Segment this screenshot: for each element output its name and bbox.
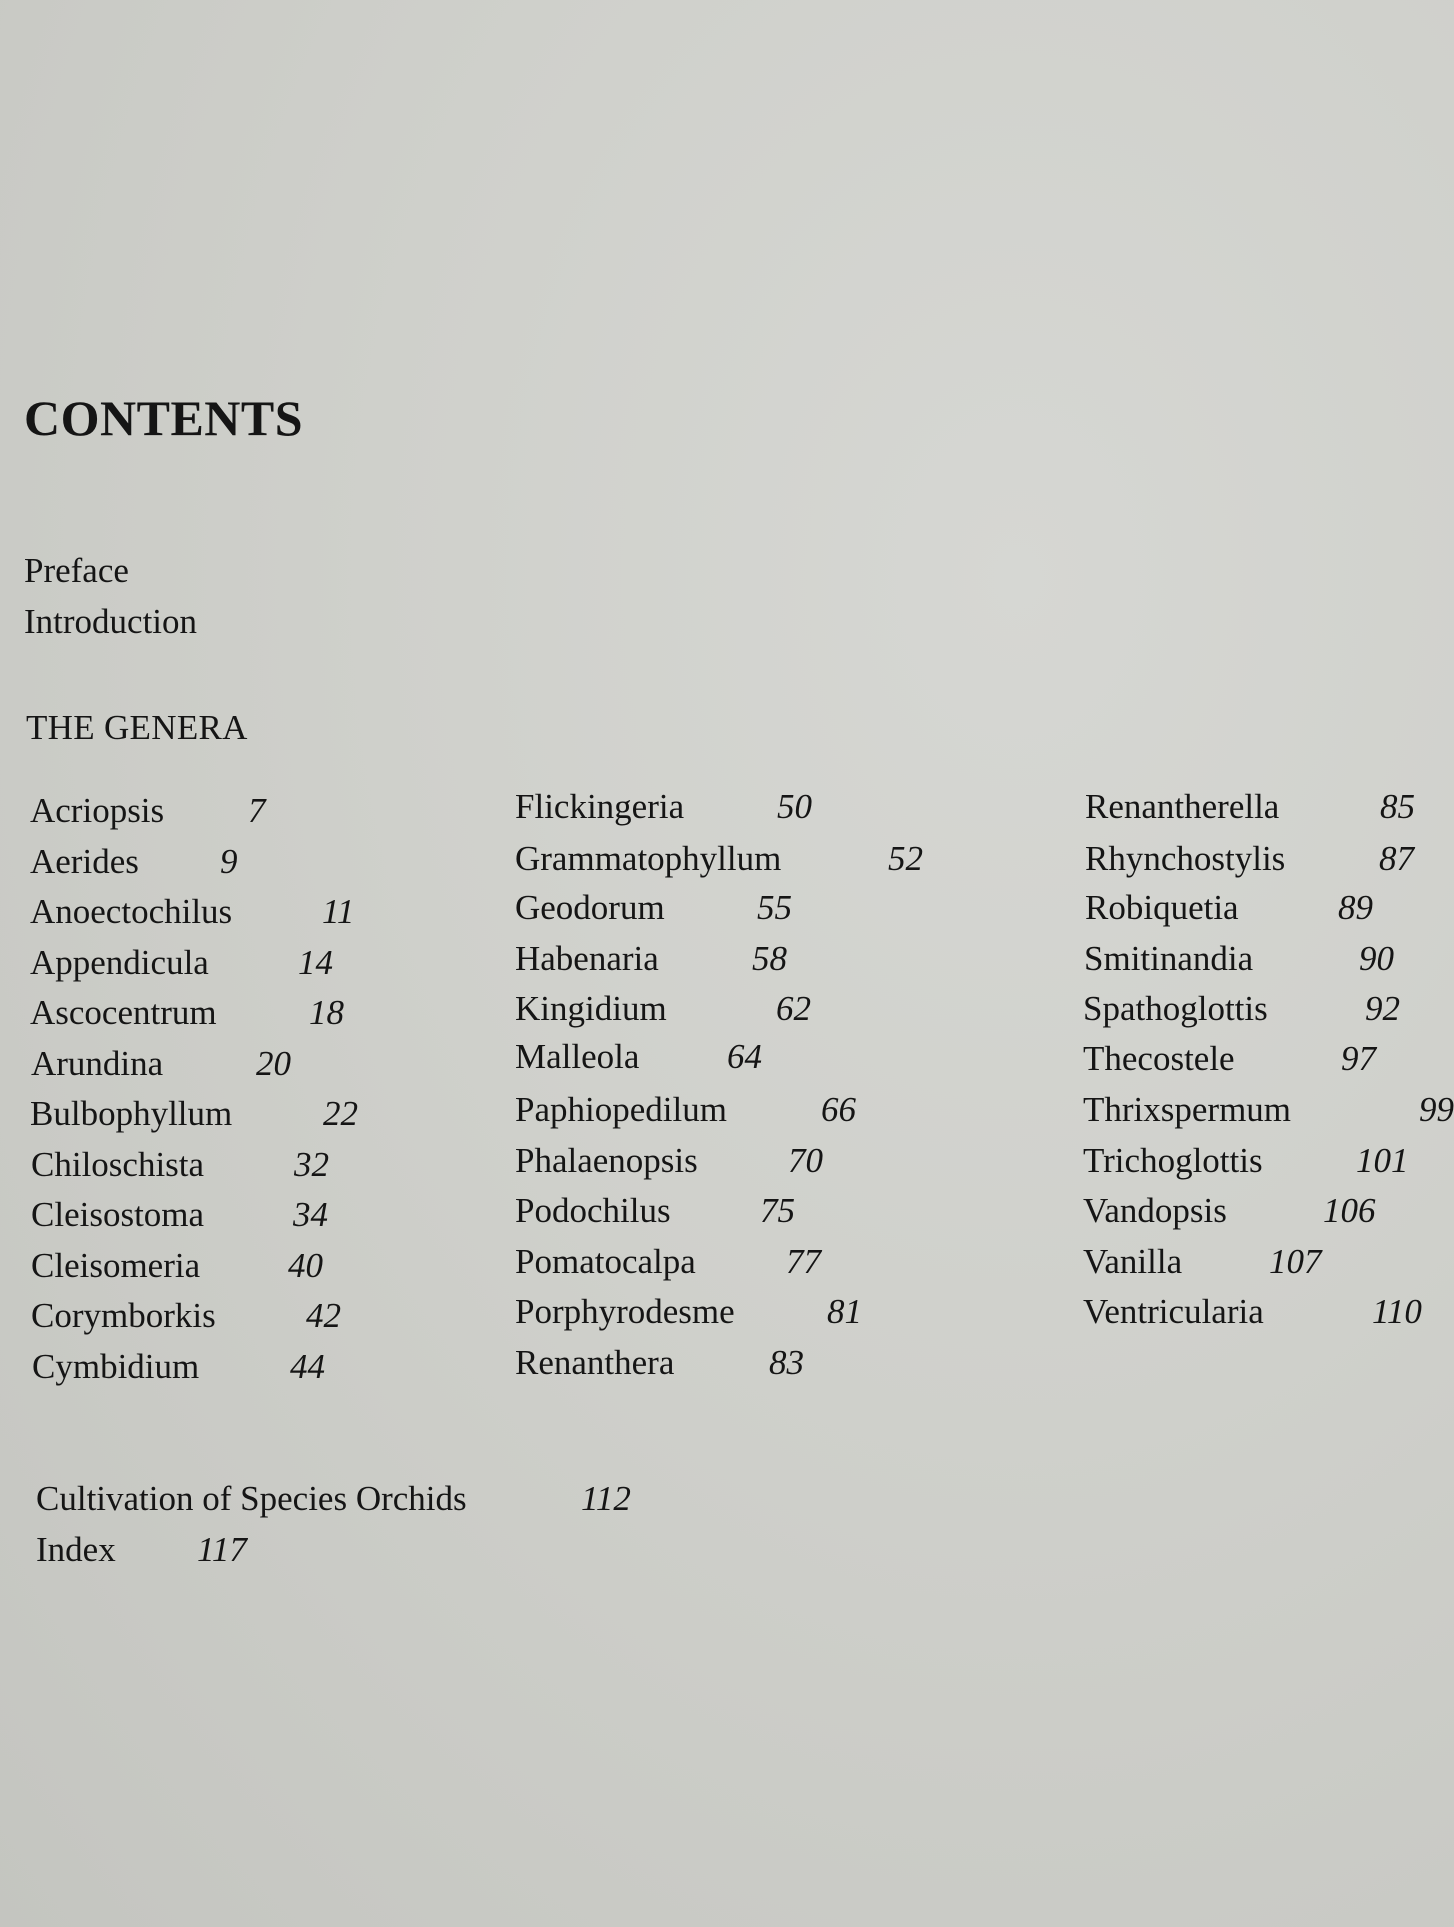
genus-name: Paphiopedilum: [515, 1090, 727, 1129]
toc-entry[interactable]: [1085, 782, 1425, 833]
page-number: 77: [786, 1241, 821, 1281]
back-matter-title: Cultivation of Species Orchids: [36, 1479, 467, 1518]
toc-entry[interactable]: [1085, 883, 1425, 934]
genus-name: Acriopsis: [30, 791, 165, 830]
page-number: 11: [322, 892, 355, 931]
genus-name: Vanilla: [1083, 1241, 1183, 1281]
section-heading: THE GENERA: [26, 708, 248, 747]
page-number: 90: [1359, 938, 1394, 978]
toc-entry[interactable]: [1083, 1085, 1454, 1136]
genus-name: Trichoglottis: [1083, 1140, 1263, 1180]
genus-name: Podochilus: [515, 1191, 671, 1230]
genus-name: Chiloschista: [31, 1144, 205, 1184]
toc-entry[interactable]: [31, 1039, 451, 1090]
genera-column-2: [515, 782, 965, 1388]
toc-entry[interactable]: [31, 1291, 451, 1342]
page-number: 42: [306, 1296, 341, 1335]
page-number: 92: [1365, 989, 1400, 1028]
page-number: 34: [293, 1195, 328, 1234]
page-number: 110: [1372, 1292, 1422, 1331]
toc-entry[interactable]: [515, 1237, 965, 1288]
page-number: 97: [1341, 1038, 1376, 1078]
page-number: 62: [776, 989, 811, 1028]
page-number: 87: [1379, 838, 1414, 878]
toc-entry[interactable]: [30, 837, 450, 888]
genus-name: Robiquetia: [1085, 888, 1239, 927]
genus-name: Porphyrodesme: [515, 1292, 735, 1331]
page-number: 66: [821, 1090, 856, 1129]
toc-entry[interactable]: [515, 1085, 965, 1136]
page-number: 75: [760, 1191, 795, 1230]
page-number: 58: [752, 938, 787, 978]
page-number: 55: [757, 888, 792, 927]
genus-name: Anoectochilus: [30, 892, 233, 931]
front-matter-list: [24, 545, 197, 647]
toc-entry[interactable]: [515, 1287, 965, 1338]
toc-entry[interactable]: [1083, 1136, 1423, 1187]
toc-entry[interactable]: [32, 1342, 452, 1393]
toc-entry[interactable]: [31, 1190, 451, 1241]
page-number: 117: [197, 1529, 247, 1569]
genus-name: Smitinandia: [1084, 938, 1254, 978]
page-title: CONTENTS: [24, 390, 304, 446]
toc-entry[interactable]: [30, 887, 450, 938]
toc-entry[interactable]: [515, 984, 965, 1035]
genus-name: Thrixspermum: [1083, 1090, 1292, 1129]
genus-name: Phalaenopsis: [515, 1140, 698, 1180]
toc-entry[interactable]: [515, 834, 965, 885]
genus-name: Cleisomeria: [31, 1245, 201, 1285]
toc-entry[interactable]: [30, 988, 450, 1039]
genus-name: Grammatophyllum: [515, 838, 782, 878]
genus-name: Spathoglottis: [1083, 989, 1268, 1028]
toc-entry[interactable]: [1083, 1186, 1423, 1237]
page-number: 52: [888, 838, 923, 878]
toc-entry[interactable]: [515, 1186, 965, 1237]
toc-entry[interactable]: [31, 1241, 451, 1292]
page-number: 101: [1356, 1140, 1409, 1180]
genus-name: Arundina: [31, 1043, 164, 1083]
page-number: 112: [581, 1479, 631, 1518]
genus-name: Habenaria: [515, 938, 659, 978]
toc-entry[interactable]: [1083, 1034, 1423, 1085]
genus-name: Vandopsis: [1083, 1191, 1227, 1230]
toc-entry[interactable]: [515, 1338, 965, 1389]
back-matter-list: [36, 1474, 631, 1575]
toc-entry[interactable]: [515, 782, 965, 833]
toc-entry[interactable]: [30, 786, 450, 837]
page-number: 44: [290, 1346, 325, 1386]
toc-entry[interactable]: [515, 1032, 965, 1083]
genus-name: Ascocentrum: [30, 993, 217, 1032]
genus-name: Ventricularia: [1083, 1292, 1264, 1331]
toc-entry[interactable]: [1084, 934, 1424, 985]
genera-column-3: [1083, 782, 1454, 1338]
toc-entry[interactable]: [30, 1089, 450, 1140]
toc-entry[interactable]: [31, 1140, 451, 1191]
page-number: 99: [1419, 1090, 1454, 1129]
back-matter-title: Index: [36, 1529, 116, 1569]
toc-entry-back-matter[interactable]: [36, 1525, 467, 1576]
genus-name: Renanthera: [515, 1342, 675, 1382]
page-number: 83: [769, 1342, 804, 1382]
genus-name: Flickingeria: [515, 787, 685, 826]
page-number: 89: [1338, 888, 1373, 927]
genus-name: Rhynchostylis: [1085, 838, 1286, 878]
genus-name: Bulbophyllum: [30, 1094, 233, 1133]
page-number: 50: [777, 787, 812, 826]
toc-entry[interactable]: [515, 883, 965, 934]
page-number: 85: [1380, 787, 1415, 826]
page-number: 64: [727, 1036, 762, 1076]
page-number: 9: [220, 841, 238, 881]
page-number: 70: [788, 1140, 823, 1180]
toc-entry[interactable]: [1083, 1287, 1423, 1338]
page-number: 22: [323, 1094, 358, 1133]
page-number: 81: [827, 1292, 862, 1331]
genus-name: Geodorum: [515, 888, 665, 927]
genus-name: Malleola: [515, 1036, 640, 1076]
genus-name: Appendicula: [30, 942, 209, 982]
toc-entry[interactable]: [1083, 984, 1423, 1035]
toc-entry[interactable]: [515, 934, 965, 985]
genus-name: Cleisostoma: [31, 1195, 205, 1234]
page-number: 20: [256, 1043, 291, 1083]
genera-column-1: [30, 786, 450, 1392]
page-number: 7: [248, 791, 266, 830]
page-number: 32: [294, 1144, 329, 1184]
page-number: 107: [1269, 1241, 1322, 1281]
toc-entry[interactable]: [515, 1136, 965, 1187]
genus-name: Renantherella: [1085, 787, 1280, 826]
toc-entry-introduction[interactable]: Introduction: [24, 602, 198, 641]
toc-entry[interactable]: [1083, 1237, 1423, 1288]
toc-entry[interactable]: [30, 938, 450, 989]
genus-name: Cymbidium: [32, 1346, 200, 1386]
page-number: 40: [288, 1245, 323, 1285]
page-number: 14: [298, 942, 333, 982]
toc-entry-back-matter[interactable]: [36, 1474, 631, 1525]
genus-name: Aerides: [30, 841, 139, 881]
toc-entry[interactable]: [1085, 834, 1425, 885]
page-number: 106: [1323, 1191, 1376, 1230]
genus-name: Corymborkis: [31, 1296, 216, 1335]
genus-name: Pomatocalpa: [515, 1241, 696, 1281]
genus-name: Kingidium: [515, 989, 667, 1028]
toc-entry-preface[interactable]: Preface: [24, 551, 129, 590]
page-number: 18: [309, 993, 344, 1032]
genus-name: Thecostele: [1083, 1038, 1235, 1078]
